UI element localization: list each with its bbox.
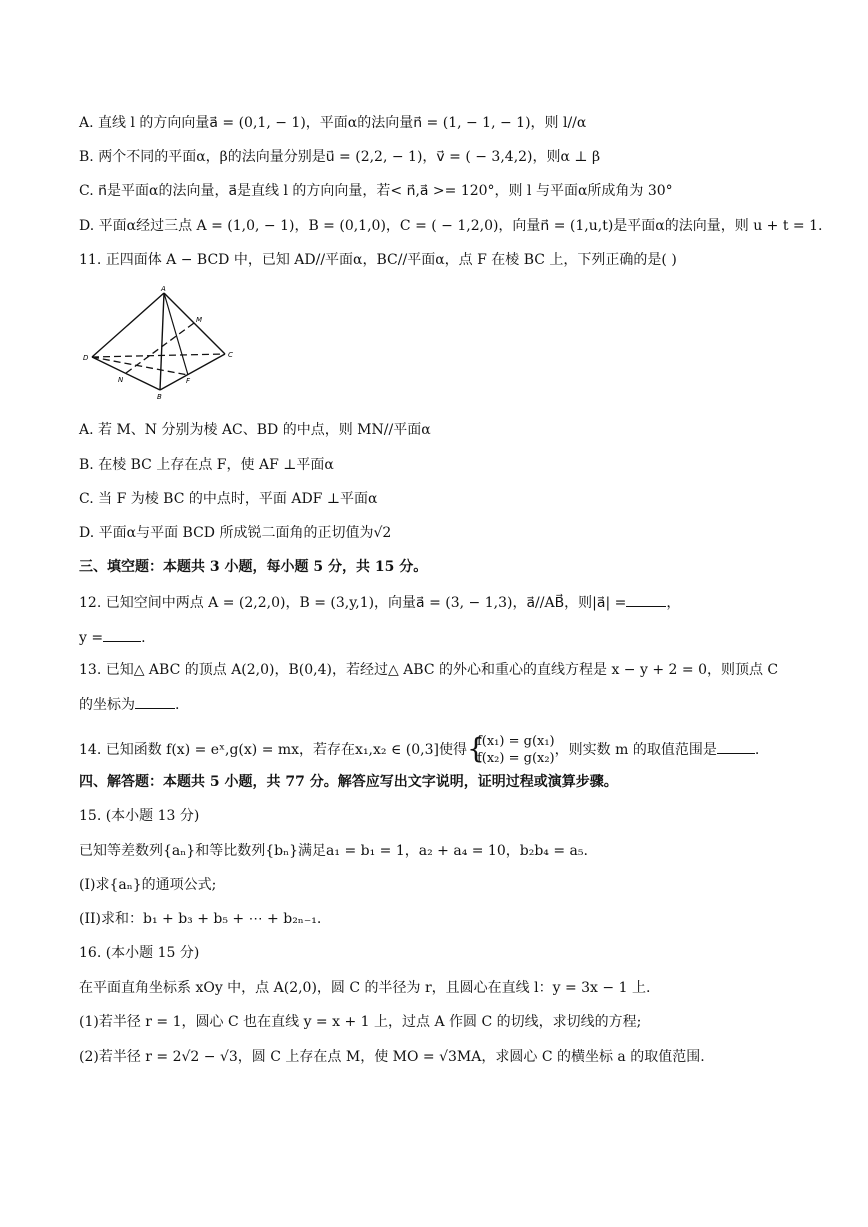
label-d: D [83,354,89,362]
q14-eq-2: f(x₂) = g(x₂) [476,751,555,766]
label-f: F [186,377,191,385]
q13-line-1: 13. 已知△ ABC 的顶点 A(2,0)，B(0,4)，若经过△ ABC 的外心和重心的直线方程是 x − y + 2 = 0，则顶点 C [79,662,779,678]
segment-nm-hidden [126,323,194,373]
q13-tail-2: . [175,697,180,713]
q11-option-a: A. 若 M、N 分别为棱 AC、BD 的中点，则 MN//平面α [79,422,431,438]
q12-text-2: y = [79,630,104,646]
q11-option-c: C. 当 F 为棱 BC 的中点时，平面 ADF ⊥平面α [79,491,378,507]
q10-option-d: D. 平面α经过三点 A = (1,0, − 1)，B = (0,1,0)，C = ( − 1,2,0)，向量n⃗ = (1,u,t)是平面α的法向量，则 u + t = 1. [79,218,823,234]
q16-part-2: (2)若半径 r = 2√2 − √3，圆 C 上存在点 M，使 MO = √3MA，求圆心 C 的横坐标 a 的取值范围. [79,1049,705,1065]
q12-text-1: 12. 已知空间中两点 A = (2,2,0)，B = (3,y,1)，向量a⃗ = (3, − 1,3)，a⃗//AB⃗，则|a⃗| = [79,595,627,611]
brace-symbol: { [466,732,485,765]
label-b: B [157,393,162,400]
q13-text-2: 的坐标为 [79,697,135,713]
q11-option-d: D. 平面α与平面 BCD 所成锐二面角的正切值为√2 [79,525,392,541]
q10-option-b: B. 两个不同的平面α，β的法向量分别是u⃗ = (2,2, − 1)，v⃗ = ( − 3,4,2)，则α ⊥ β [79,149,601,165]
label-a: A [161,285,166,293]
q12-tail-1: ， [666,595,681,611]
q15-heading: 15. (本小题 13 分) [79,808,200,824]
q14-eq-1: f(x₁) = g(x₁) [476,734,555,749]
edge-ab [160,293,164,390]
q16-part-1: (1)若半径 r = 1，圆心 C 也在直线 y = x + 1 上，过点 A 作圆 C 的切线，求切线的方程; [79,1014,642,1030]
q11-stem: 11. 正四面体 A − BCD 中，已知 AD//平面α，BC//平面α，点 F 在棱 BC 上，下列正确的是( ) [79,252,677,268]
q15-line-1: 已知等差数列{aₙ}和等比数列{bₙ}满足a₁ = b₁ = 1，a₂ + a₄ = 10，b₂b₄ = a₅. [79,843,588,859]
section-3-heading: 三、填空题：本题共 3 小题，每小题 5 分，共 15 分。 [79,559,428,575]
q10-option-a: A. 直线 l 的方向向量a⃗ = (0,1, − 1)，平面α的法向量n⃗ = (1, − 1, − 1)，则 l//α [79,115,587,131]
q10-option-c: C. n⃗是平面α的法向量，a⃗是直线 l 的方向向量，若< n⃗,a⃗ >= 120°，则 l 与平面α所成角为 30° [79,183,673,199]
answer-blank [103,627,141,642]
q14-line [79,733,759,767]
tetrahedron-figure [80,285,240,400]
q12-line-2 [79,627,146,648]
section-4-heading: 四、解答题：本题共 5 小题，共 77 分。解答应写出文字说明，证明过程或演算步骤。 [79,774,618,790]
q16-line-1: 在平面直角坐标系 xOy 中，点 A(2,0)，圆 C 的半径为 r，且圆心在直线 l：y = 3x − 1 上. [79,980,651,996]
q14-pre: 14. 已知函数 f(x) = eˣ,g(x) = mx，若存在x₁,x₂ ∈ (0,3]使得 [79,742,467,758]
q12-tail-2: . [141,630,146,646]
label-m: M [196,316,203,324]
q14-equation-system [467,733,555,767]
q11-option-b: B. 在棱 BC 上存在点 F，使 AF ⊥平面α [79,457,334,473]
q14-tail: . [754,742,760,758]
edge-ad [92,293,164,357]
segment-df-hidden [92,357,188,375]
q14-post: ，则实数 m 的取值范围是 [554,742,717,758]
q16-heading: 16. (本小题 15 分) [79,945,200,961]
q12-line-1 [79,592,680,613]
label-c: C [228,351,233,359]
answer-blank [717,739,755,754]
q15-part-2: (II)求和：b₁ + b₃ + b₅ + ⋯ + b₂ₙ₋₁. [79,911,322,927]
answer-blank [626,592,666,607]
q15-part-1: (I)求{aₙ}的通项公式; [79,877,217,893]
edge-dc-hidden [92,354,225,357]
label-n: N [118,376,124,384]
answer-blank [135,694,175,709]
q13-line-2 [79,694,179,715]
edge-db [92,357,160,390]
